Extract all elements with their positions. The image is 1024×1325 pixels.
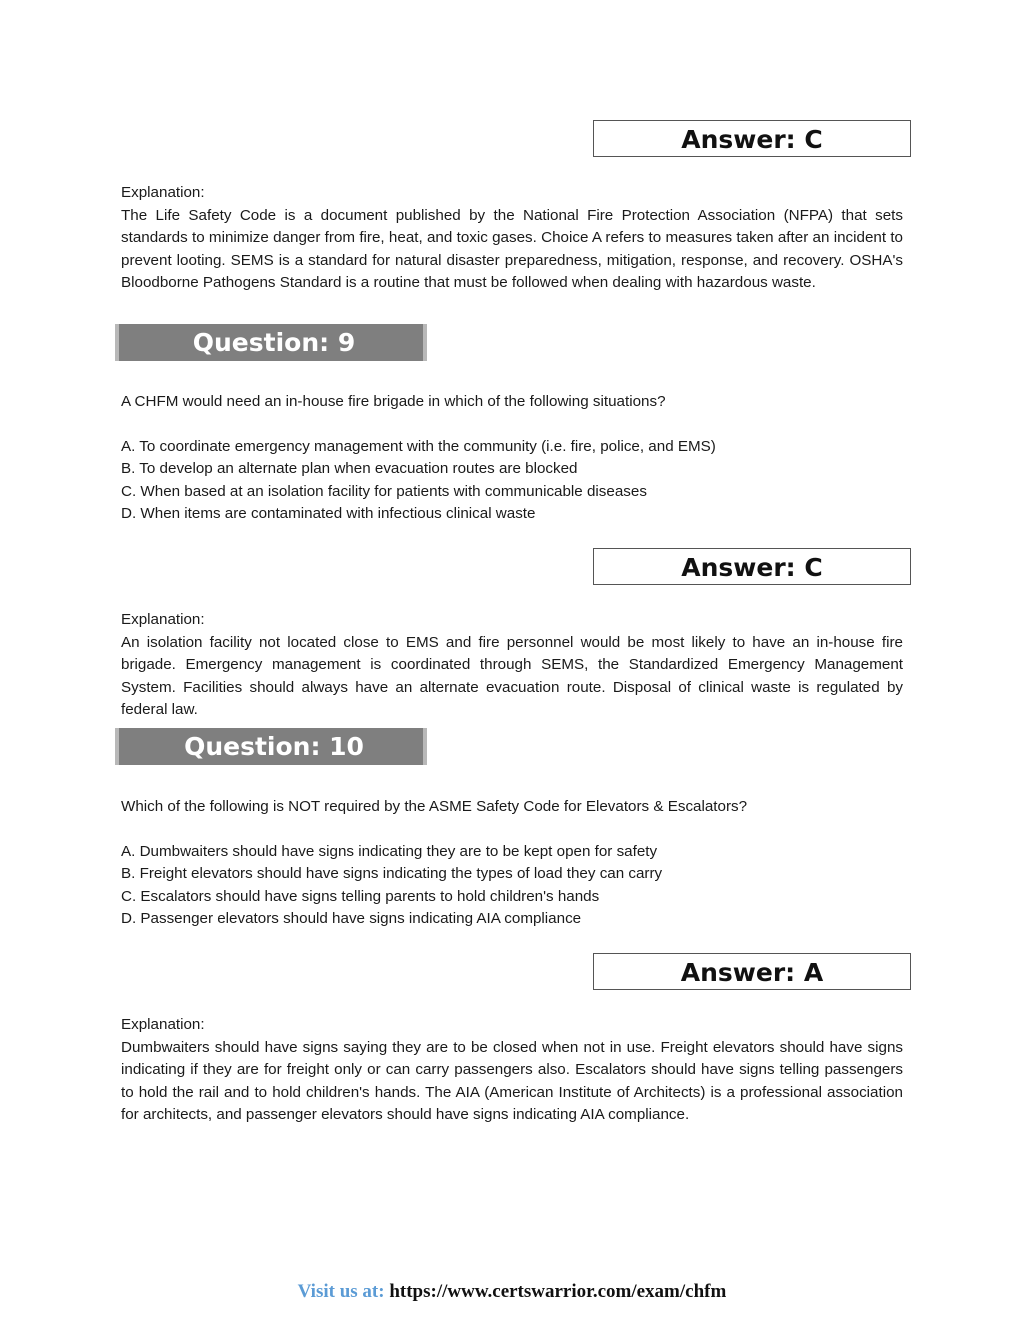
question-title: Question: 9 [192, 328, 356, 357]
explanation-text: An isolation facility not located close to EMS and fire personnel would be most likely to have an in-house fire brigade. Emergency management is coordinated through SEMS, the Standardized Emergency Management System. Facilities should always have an alternate evacuation route. Disposal of clinical waste is regulated by federal law. [121, 633, 903, 718]
explanation-block [121, 609, 903, 722]
answer-box: Answer: C [593, 548, 911, 585]
option-b: B. Freight elevators should have signs indicating the types of load they can carry [121, 865, 663, 882]
option-d: D. Passenger elevators should have signs indicating AIA compliance [121, 910, 582, 927]
question-banner [115, 728, 427, 765]
option-a: A. To coordinate emergency management with the community (i.e. fire, police, and EMS) [121, 438, 716, 455]
explanation-block [121, 182, 903, 295]
footer [0, 1281, 1024, 1303]
explanation-text: The Life Safety Code is a document published by the National Fire Protection Association (NFPA) that sets standards to minimize danger from fire, heat, and toxic gases. Choice A refers to measures taken after an incident to prevent looting. SEMS is a standard for natural disaster preparedness, mitigation, response, and recovery. OSHA's Bloodborne Pathogens Standard is a routine that must be followed when dealing with hazardous waste. [121, 206, 903, 291]
explanation-label: Explanation: [121, 611, 205, 628]
question-text: Which of the following is NOT required by the ASME Safety Code for Elevators & Escalators? [121, 798, 748, 815]
option-c: C. Escalators should have signs telling parents to hold children's hands [121, 888, 600, 905]
explanation-block [121, 1014, 903, 1127]
question-banner [115, 324, 427, 361]
answer-box: Answer: C [593, 120, 911, 157]
option-c: C. When based at an isolation facility for patients with communicable diseases [121, 483, 647, 500]
footer-url-link[interactable]: https://www.certswarrior.com/exam/chfm [389, 1281, 727, 1302]
question-text: A CHFM would need an in-house fire brigade in which of the following situations? [121, 393, 666, 410]
explanation-label: Explanation: [121, 184, 205, 201]
answer-box: Answer: A [593, 953, 911, 990]
option-b: B. To develop an alternate plan when evacuation routes are blocked [121, 460, 578, 477]
question-title: Question: 10 [184, 732, 364, 761]
option-d: D. When items are contaminated with infectious clinical waste [121, 505, 536, 522]
explanation-text: Dumbwaiters should have signs saying they are to be closed when not in use. Freight elevators should have signs indicating if they are for freight only or can carry passengers also. Escalators should have signs telling passengers to hold the rail and to hold children's hands. The AIA (American Institute of Architects) is a professional association for architects, and passenger elevators should have signs indicating AIA compliance. [121, 1038, 903, 1123]
explanation-label: Explanation: [121, 1016, 205, 1033]
footer-visit-label: Visit us at: [297, 1281, 385, 1302]
option-a: A. Dumbwaiters should have signs indicating they are to be kept open for safety [121, 843, 658, 860]
